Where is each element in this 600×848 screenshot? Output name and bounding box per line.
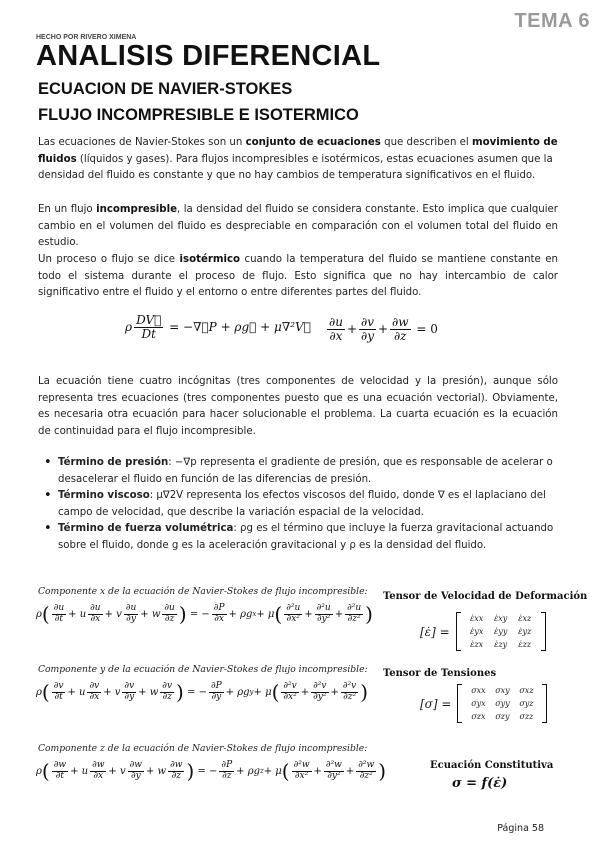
navier-stokes-vector-equation: ρ $\frac{DV⃗}{Dt}$ = − ∇⃗P + ρg⃗ + μ∇²V⃗ [125,313,311,341]
continuity-equation: $\frac{\partial u}{\partial x}$ + $\frac{\partial v}{\partial y}$ + $\frac{\partial w}{\partial z}$ = 0 [329,315,438,343]
chapter-label: TEMA 6 [514,10,590,32]
intro-paragraph: Las ecuaciones de Navier-Stokes son un conjunto de ecuaciones que describen el movimiento de fluidos (líquidos y gases). Para flujos incompresibles e isotérmicos, estas ecuaciones asumen que la densidad del fluido es constante y que no hay cambios de temperatura significativos en el fluido. [38,137,558,182]
deformation-tensor-matrix: [ε̇] = ε̇xx ε̇xy ε̇xz ε̇yx ε̇yy ε̇yz ε̇zx ε̇zy ε̇zz [420,612,546,651]
list-item: • Término viscoso: μ∇2V representa los efectos viscosos del fluido, donde ∇ es el laplaciano del campo de velocidad, que describe la variación espacial de la velocidad. [58,488,583,521]
y-component-label: Componente y de la ecuación de Navier-Stokes de flujo incompresible: [38,664,368,675]
page-title: ANALISIS DIFERENCIAL [36,40,381,72]
page-number: Página 58 [497,823,544,834]
author-credit: HECHO POR RIVERO XIMENA [36,34,137,41]
incompresible-paragraph: En un flujo incompresible, la densidad del fluido se considera constante. Esto implica que cualquier cambio en el volumen del fluido es despreciable en comparación con el volumen total del fluido en estudio. [38,204,558,249]
incognitas-paragraph: La ecuación tiene cuatro incógnitas (tres componentes de velocidad y la presión), aunque sólo representa tres ecuaciones (tres componentes puesto que es una ecuación vectorial). Obviamente, es necesaria otra ecuación para hacer solucionable el problema. La cuarta ecuación es la ecuación de continuidad para el flujo incompresible. [38,376,558,437]
list-item: • Término de fuerza volumétrica: ρg es el término que incluye la fuerza gravitacional actuando sobre el fluido, donde g es la aceleración gravitacional y ρ es la densidad del fluido. [58,521,583,554]
terms-list [38,455,583,555]
list-item: • Término de presión: −∇p representa el gradiente de presión, que es responsable de acelerar o desacelerar el fluido en función de las diferencias de presión. [58,455,583,488]
x-component-label: Componente x de la ecuación de Navier-Stokes de flujo incompresible: [38,586,368,597]
deformation-tensor-title: Tensor de Velocidad de Deformación [383,591,588,602]
z-component-label: Componente z de la ecuación de Navier-Stokes de flujo incompresible: [38,743,368,754]
z-component-equation: ρ ( $\frac{\partial w}{\partial t}$ + u $\frac{\partial w}{\partial x}$ + v $\frac{\partial w}{\partial y}$ + w $\frac{\partial w}{\partial z}$ ) = − $\frac{\partial P}{\partial z}$ + ρg z + μ ( $\frac{\text{∂²w}}{\text{∂x²}}$ + $\frac{\text{∂²w}}{\text{∂y²}}$ + $\frac{\text{∂²w}}{\text{∂z²}}$ ) [36,759,387,783]
stress-tensor-title: Tensor de Tensiones [383,668,497,679]
x-component-equation: ρ ( $\frac{\partial u}{\partial t}$ + u $\frac{\partial u}{\partial x}$ + v $\frac{\partial u}{\partial y}$ + w $\frac{\partial u}{\partial z}$ ) = − $\frac{\partial P}{\partial x}$ + ρg x + μ ( $\frac{\text{∂²u}}{\text{∂x²}}$ + $\frac{\text{∂²u}}{\text{∂y²}}$ + $\frac{\text{∂²u}}{\text{∂z²}}$ ) [36,602,373,626]
subtitle-navier-stokes: ECUACION DE NAVIER-STOKES [38,80,293,98]
isotermico-paragraph: Un proceso o flujo se dice isotérmico cuando la temperatura del fluido se mantiene constante en todo el sistema durante el proceso de flujo. Esto significa que no hay intercambio de calor significativo entre el fluido y el entorno o entre diferentes partes del fluido. [38,254,558,299]
constitutive-equation: σ = f(ε̇) [452,776,508,791]
y-component-equation: ρ ( $\frac{\partial v}{\partial t}$ + u $\frac{\partial v}{\partial x}$ + v $\frac{\partial v}{\partial y}$ + w $\frac{\partial v}{\partial z}$ ) = − $\frac{\partial P}{\partial y}$ + ρg y + μ ( $\frac{\text{∂²v}}{\text{∂x²}}$ + $\frac{\text{∂²v}}{\text{∂y²}}$ + $\frac{\text{∂²v}}{\text{∂z²}}$ ) [36,680,369,704]
constitutive-title: Ecuación Constitutiva [430,760,554,771]
subtitle-flujo: FLUJO INCOMPRESIBLE E ISOTERMICO [38,106,359,124]
stress-tensor-matrix: [σ] = σxx σxy σxz σyx σyy σyz σzx σzy σzz [420,684,547,723]
